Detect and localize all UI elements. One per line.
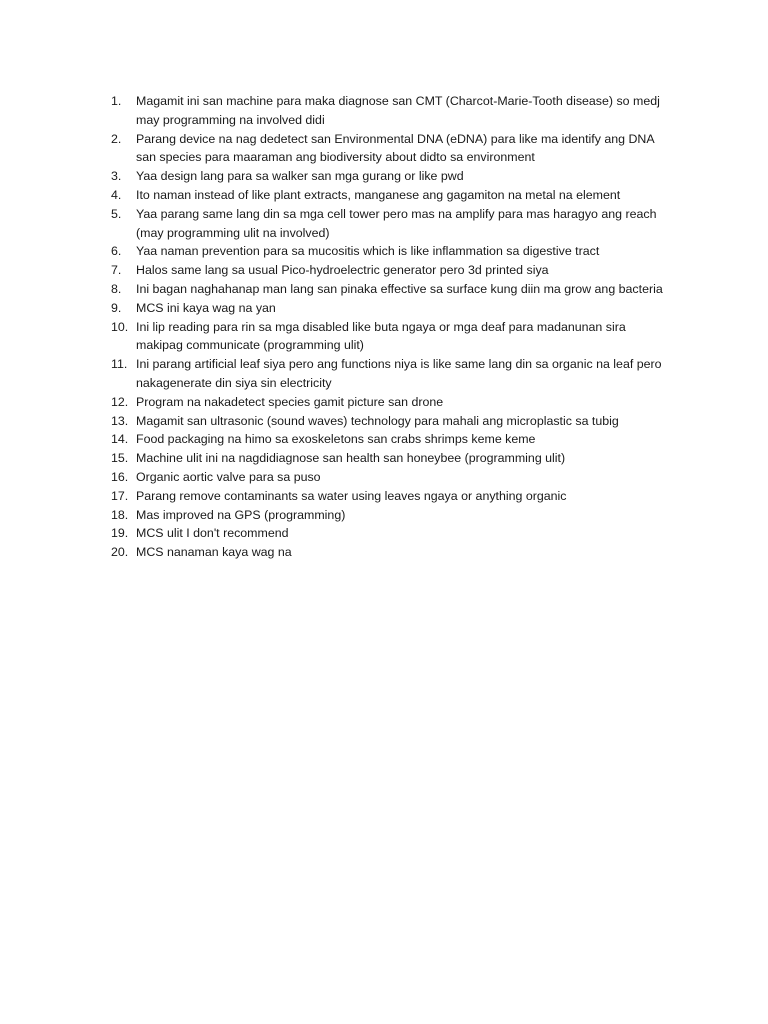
item-text: Yaa naman prevention para sa mucositis which is like inflammation sa digestive tract [136,244,600,259]
list-item [100,261,675,280]
item-number: 20. [111,545,129,560]
item-number: 13. [111,413,129,428]
list-item [100,468,675,487]
item-number: 2. [111,131,122,146]
item-text: Magamit ini san machine para maka diagnose san CMT (Charcot-Marie-Tooth disease) so medj may programming na involved didi [136,94,660,127]
list-item [100,524,675,543]
list-item [100,506,675,525]
list-item [100,186,675,205]
list-item [100,280,675,299]
item-number: 8. [111,281,122,296]
item-text: MCS nanaman kaya wag na [136,545,292,560]
list-item [100,355,675,393]
item-text: Magamit san ultrasonic (sound waves) technology para mahali ang microplastic sa tubig [136,413,619,428]
item-text: Parang device na nag dedetect san Environmental DNA (eDNA) para like ma identify ang DNA san species para maaraman ang biodiversity about didto sa environment [136,131,654,165]
item-number: 3. [111,169,122,184]
list-item [100,393,675,412]
list-item [100,487,675,506]
item-number: 11. [111,357,128,372]
list-item [100,242,675,261]
item-text: Ini bagan naghahanap man lang san pinaka effective sa surface kung diin ma grow ang bacteria [136,281,663,296]
item-number: 1. [111,94,122,108]
item-number: 12. [111,394,129,409]
item-number: 6. [111,244,122,259]
item-text: Organic aortic valve para sa puso [136,469,321,484]
item-number: 16. [111,469,129,484]
list-item [100,167,675,186]
item-text: Parang remove contaminants sa water using leaves ngaya or anything organic [136,488,567,503]
list-item [100,430,675,449]
list-item [100,205,675,243]
item-text: Program na nakadetect species gamit picture san drone [136,394,444,409]
item-text: MCS ulit I don't recommend [136,526,289,541]
list-item [100,299,675,318]
item-number: 9. [111,300,122,315]
item-text: Yaa parang same lang din sa mga cell tower pero mas na amplify para mas haragyo ang reach (may programming ulit na involved) [136,206,657,240]
item-text: Mas improved na GPS (programming) [136,507,346,522]
item-number: 19. [111,526,129,541]
item-number: 5. [111,206,122,221]
numbered-list [100,92,675,562]
list-item [100,449,675,468]
item-number: 10. [111,319,129,334]
item-number: 17. [111,488,129,503]
item-text: Food packaging na himo sa exoskeletons san crabs shrimps keme keme [136,432,536,447]
item-number: 15. [111,451,129,466]
list-item [100,130,675,168]
list-item [100,412,675,431]
item-number: 4. [111,187,122,202]
list-item [100,543,675,562]
item-text: Halos same lang sa usual Pico-hydroelectric generator pero 3d printed siya [136,263,549,278]
list-item [100,92,675,130]
item-number: 14. [111,432,129,447]
item-text: Ini parang artificial leaf siya pero ang functions niya is like same lang din sa organic na leaf pero nakagenerate din siya sin electricity [136,357,662,390]
list-item [100,318,675,356]
item-text: Ini lip reading para rin sa mga disabled like buta ngaya or mga deaf para madanunan sira makipag communicate (programming ulit) [136,319,626,353]
item-number: 18. [111,507,129,522]
item-text: MCS ini kaya wag na yan [136,300,276,315]
item-text: Ito naman instead of like plant extracts, manganese ang gagamiton na metal na element [136,187,621,202]
item-text: Machine ulit ini na nagdidiagnose san health san honeybee (programming ulit) [136,451,566,466]
item-text: Yaa design lang para sa walker san mga gurang or like pwd [136,169,464,184]
item-number: 7. [111,263,122,278]
